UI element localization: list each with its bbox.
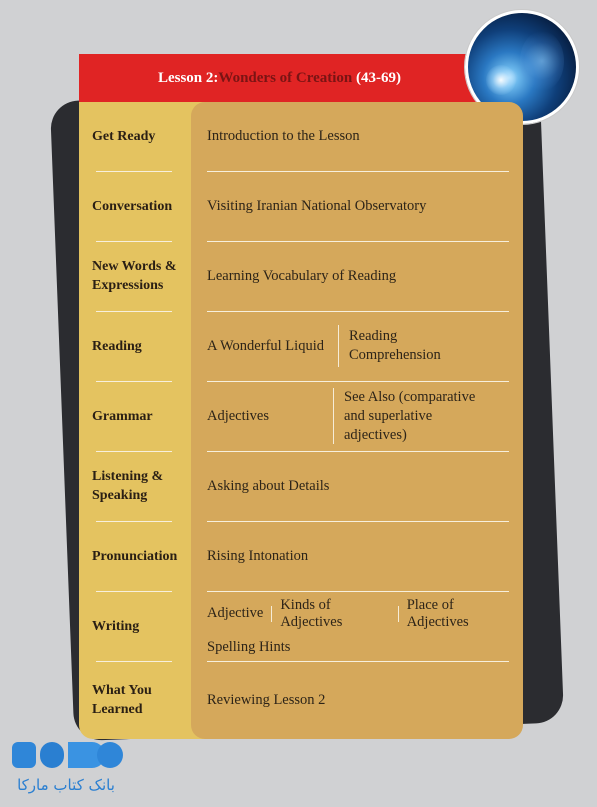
row-content-text: Reviewing Lesson 2: [207, 691, 326, 708]
row-get-ready: [79, 101, 523, 171]
row-new-words: [79, 241, 523, 311]
row-content-secondary: See Also (comparative and superlative adjectives): [344, 388, 476, 443]
row-content-text: Asking about Details: [207, 477, 330, 494]
row-writing: [79, 591, 523, 661]
row-pronunciation: [79, 521, 523, 591]
row-content-text: Rising Intonation: [207, 547, 309, 564]
row-content: [207, 661, 513, 739]
content-separator: [333, 388, 334, 444]
row-reading: [79, 311, 523, 381]
writing-item: Adjective: [207, 605, 264, 621]
row-label: Listening & Speaking: [92, 469, 164, 503]
row-what-you-learned: [79, 661, 523, 739]
writing-item: Spelling Hints: [207, 638, 291, 655]
content-separator: [398, 606, 399, 622]
row-conversation: [79, 171, 523, 241]
row-content-text: Introduction to the Lesson: [207, 127, 360, 144]
row-content-text: Adjectives: [207, 407, 270, 424]
row-content-text: A Wonderful Liquid: [207, 337, 324, 354]
writing-item: Kinds of Adjectives: [280, 596, 343, 630]
row-label: Conversation: [92, 198, 173, 214]
lesson-banner: [79, 54, 480, 102]
row-content: [207, 451, 513, 521]
row-label: Get Ready: [92, 128, 156, 144]
lesson-title: Wonders of Creation: [218, 69, 353, 86]
row-content: [207, 591, 513, 661]
row-content: [207, 311, 513, 381]
row-content-secondary: Reading Comprehension: [348, 328, 441, 363]
row-content: [207, 521, 513, 591]
banner-separator: :: [213, 69, 219, 86]
row-label: Grammar: [92, 408, 153, 424]
row-content: [207, 171, 513, 241]
lesson-pages: (43-69): [356, 69, 402, 86]
row-content: [207, 101, 513, 171]
lesson-number: Lesson 2: [157, 69, 214, 86]
writing-item: Place of Adjectives: [406, 596, 469, 630]
row-label: Reading: [92, 338, 142, 354]
row-label: What You Learned: [92, 683, 152, 717]
row-label: New Words & Expressions: [92, 259, 177, 293]
content-separator: [338, 325, 339, 367]
row-content: [207, 241, 513, 311]
watermark-text: بانک کتاب مارکا: [17, 776, 115, 794]
row-content: [207, 381, 513, 451]
row-label: Pronunciation: [92, 548, 178, 564]
row-content-text: Visiting Iranian National Observatory: [207, 197, 427, 214]
row-content-text: Learning Vocabulary of Reading: [207, 267, 397, 284]
row-grammar: [79, 381, 523, 451]
row-label: Writing: [92, 618, 140, 634]
row-listening-speaking: [79, 451, 523, 521]
content-separator: [271, 606, 272, 622]
